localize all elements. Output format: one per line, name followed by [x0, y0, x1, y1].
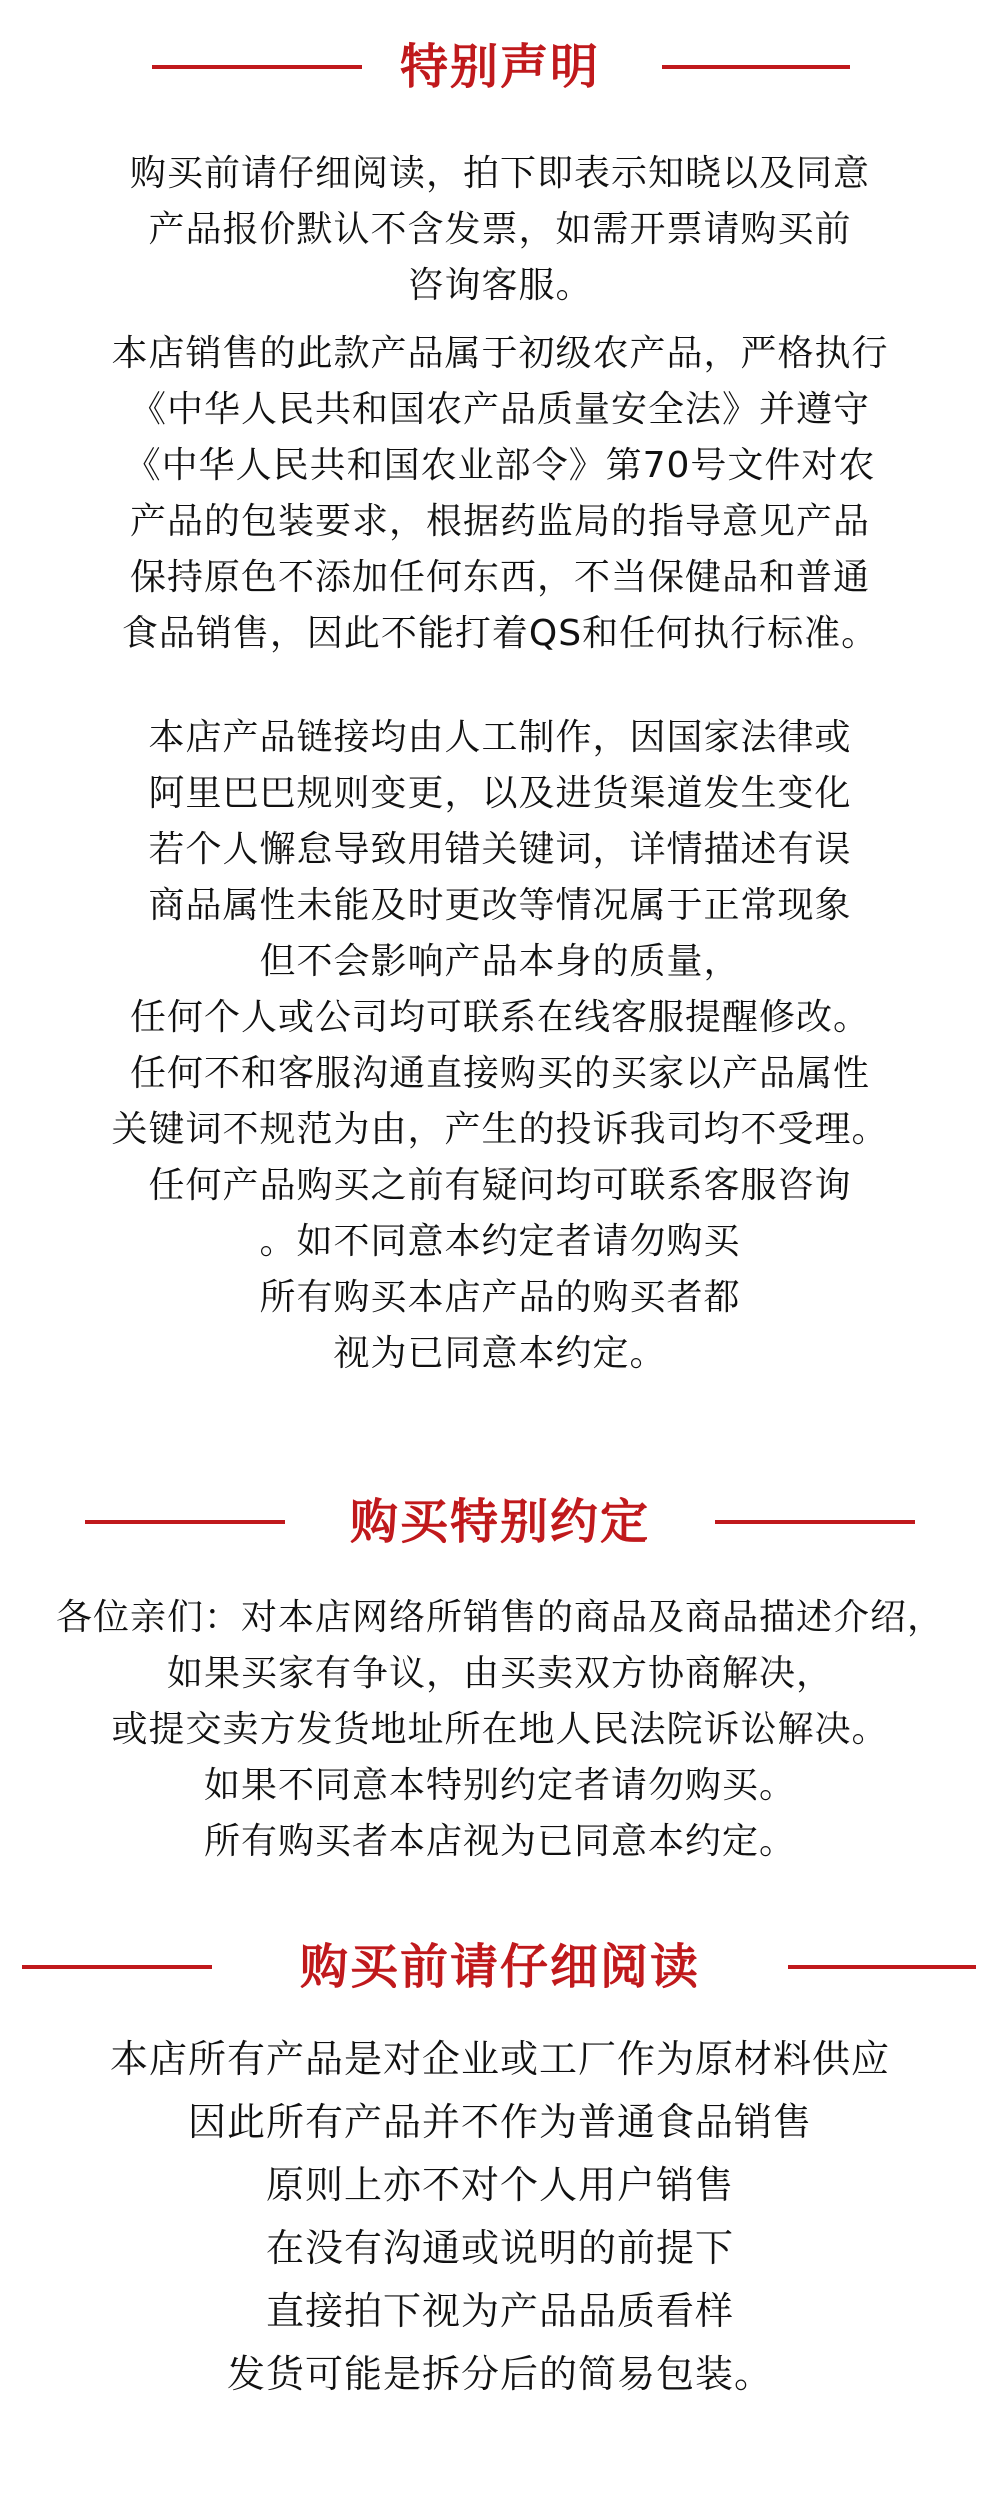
text-line: 任何个人或公司均可联系在线客服提醒修改。 [129, 997, 870, 1038]
text-line: 所有购买者本店视为已同意本约定。 [203, 1821, 796, 1862]
text-line: 保持原色不添加任何东西，不当保健品和普通 [129, 557, 870, 598]
text-line: 本店产品链接均由人工制作，因国家法律或 [148, 717, 852, 758]
header-rule-right [715, 1520, 915, 1524]
text-line: 。如不同意本约定者请勿购买 [259, 1221, 741, 1262]
header-rule-right [788, 1965, 976, 1969]
section-title: 购买特别约定 [349, 1494, 650, 1550]
text-line: 关键词不规范为由，产生的投诉我司均不受理。 [111, 1109, 889, 1150]
text-line: 发货可能是拆分后的简易包装。 [226, 2352, 773, 2396]
section-header-read-before-purchase [0, 1932, 1000, 2002]
text-line: 商品属性未能及时更改等情况属于正常现象 [148, 885, 852, 926]
section-header-special-statement [0, 32, 1000, 102]
text-line: 食品销售，因此不能打着QS和任何执行标准。 [121, 613, 879, 654]
text-line: 但不会影响产品本身的质量， [259, 941, 741, 982]
text-line: 购买前请仔细阅读，拍下即表示知晓以及同意 [129, 153, 870, 194]
text-line: 本店销售的此款产品属于初级农产品，严格执行 [111, 333, 889, 374]
text-line: 直接拍下视为产品品质看样 [265, 2289, 734, 2333]
text-line: 因此所有产品并不作为普通食品销售 [187, 2100, 812, 2144]
paragraph-supply-notice [0, 2028, 1000, 2406]
paragraph-dispute-resolution [0, 1590, 1000, 1870]
text-line: 阿里巴巴规则变更，以及进货渠道发生变化 [148, 773, 852, 814]
text-line: 《中华人民共和国农业部令》第70号文件对农 [124, 445, 876, 486]
section-title: 特别声明 [399, 39, 600, 95]
section-header-special-agreement [0, 1487, 1000, 1557]
text-line: 本店所有产品是对企业或工厂作为原材料供应 [109, 2037, 890, 2081]
paragraph-purchase-notice [0, 146, 1000, 314]
text-line: 咨询客服。 [407, 265, 593, 306]
paragraph-legal-compliance [0, 326, 1000, 662]
text-line: 《中华人民共和国农产品质量安全法》并遵守 [129, 389, 870, 430]
text-line: 所有购买本店产品的购买者都 [259, 1277, 741, 1318]
text-line: 在没有沟通或说明的前提下 [265, 2226, 734, 2270]
text-line: 若个人懈怠导致用错关键词，详情描述有误 [148, 829, 852, 870]
header-rule-right [662, 65, 850, 69]
text-line: 任何不和客服沟通直接购买的买家以产品属性 [129, 1053, 870, 1094]
text-line: 视为已同意本约定。 [333, 1333, 667, 1374]
text-line: 产品的包装要求，根据药监局的指导意见产品 [129, 501, 870, 542]
paragraph-listing-disclaimer [0, 710, 1000, 1382]
text-line: 或提交卖方发货地址所在地人民法院诉讼解决。 [111, 1709, 889, 1750]
section-title: 购买前请仔细阅读 [299, 1939, 700, 1995]
text-line: 任何产品购买之前有疑问均可联系客服咨询 [148, 1165, 852, 1206]
text-line: 产品报价默认不含发票，如需开票请购买前 [148, 209, 852, 250]
text-line: 如果买家有争议，由买卖双方协商解决， [166, 1653, 833, 1694]
text-line: 如果不同意本特别约定者请勿购买。 [203, 1765, 796, 1806]
text-line: 各位亲们：对本店网络所销售的商品及商品描述介绍， [55, 1597, 944, 1638]
text-line: 原则上亦不对个人用户销售 [265, 2163, 734, 2207]
